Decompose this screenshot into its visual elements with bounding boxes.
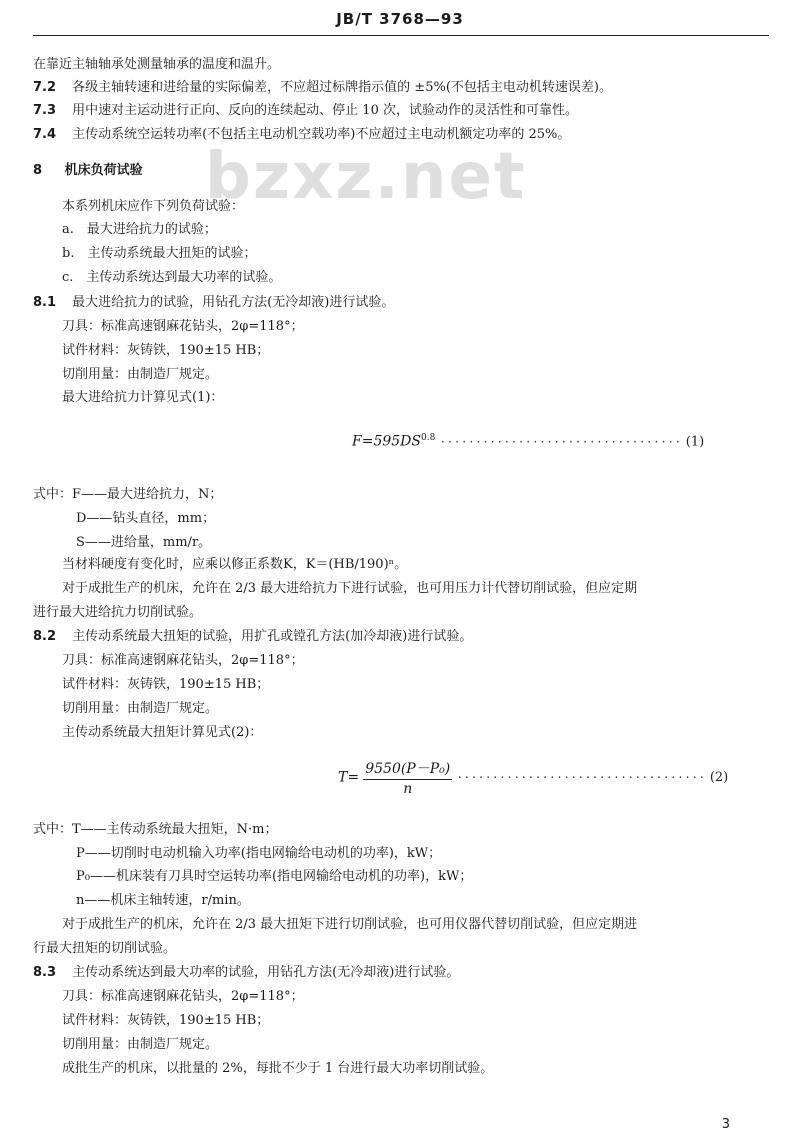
text-line: 式中：F——最大进给抗力，N； bbox=[33, 487, 223, 502]
text-line: 刀具：标准高速钢麻花钻头，2φ=118°； bbox=[62, 319, 304, 334]
text-line: P——切削时电动机输入功率(指电网输给电动机的功率)，kW； bbox=[76, 846, 442, 861]
clause-number: 8.2 bbox=[33, 629, 57, 644]
formula-lhs: T= bbox=[338, 769, 360, 786]
fraction-denominator: n bbox=[403, 781, 413, 797]
list-item: b. 主传动系统最大扭矩的试验； bbox=[62, 246, 257, 261]
text-line: 试件材料：灰铸铁，190±15 HB； bbox=[62, 677, 270, 692]
text-line: 切削用量：由制造厂规定。 bbox=[62, 367, 219, 382]
clause-7-4 bbox=[33, 127, 570, 143]
text-line: 行最大扭矩的切削试验。 bbox=[33, 941, 177, 956]
clause-number: 8.3 bbox=[33, 965, 57, 980]
list-item: c. 主传动系统达到最大功率的试验。 bbox=[62, 270, 282, 285]
text-line: 试件材料：灰铸铁，190±15 HB； bbox=[62, 343, 270, 358]
text-line: P₀——机床装有刀具时空运转功率(指电网输给电动机的功率)，kW； bbox=[76, 869, 473, 884]
clause-text: 主传动系统达到最大功率的试验，用钻孔方法(无冷却液)进行试验。 bbox=[72, 965, 460, 980]
clause-text: 主传动系统空运转功率(不包括主电动机空载功率)不应超过主电动机额定功率的 25%。 bbox=[72, 127, 571, 142]
clause-8-1 bbox=[33, 295, 394, 311]
text-line: 刀具：标准高速钢麻花钻头，2φ=118°； bbox=[62, 653, 304, 668]
formula-number: (1) bbox=[685, 434, 705, 450]
watermark: bzxz.net bbox=[205, 140, 527, 214]
text-line: 在靠近主轴轴承处测量轴承的温度和温升。 bbox=[33, 57, 281, 72]
text-line: 对于成批生产的机床，允许在 2/3 最大扭矩下进行切削试验，也可用仪器代替切削试验，但应定期进 bbox=[62, 917, 638, 932]
text-line: 当材料硬度有变化时，应乘以修正系数K，K＝(HB/190)ⁿ。 bbox=[62, 557, 408, 572]
text-line: 刀具：标准高速钢麻花钻头，2φ=118°； bbox=[62, 989, 304, 1004]
formula-number: (2) bbox=[709, 770, 729, 785]
text-line: 切削用量：由制造厂规定。 bbox=[62, 701, 219, 716]
section-title: 机床负荷试验 bbox=[64, 163, 143, 178]
standard-number-header: JB/T 3768—93 bbox=[336, 10, 464, 28]
clause-text: 最大进给抗力的试验，用钻孔方法(无冷却液)进行试验。 bbox=[72, 295, 395, 310]
formula-exponent: 0.8 bbox=[420, 433, 436, 443]
text-line: 最大进给抗力计算见式(1)： bbox=[62, 390, 224, 405]
clause-text: 用中速对主运动进行正向、反向的连续起动、停止 10 次，试验动作的灵活性和可靠性。 bbox=[72, 103, 578, 118]
leader-dots: ··································· bbox=[456, 771, 706, 784]
clause-8-2 bbox=[33, 629, 472, 645]
fraction-numerator: 9550(P－P₀) bbox=[363, 758, 452, 780]
leader-dots: ·································· bbox=[439, 435, 682, 449]
clause-number: 8.1 bbox=[33, 295, 57, 310]
text-line: 本系列机床应作下列负荷试验： bbox=[62, 199, 245, 214]
text-line: 式中：T——主传动系统最大扭矩，N·m； bbox=[33, 822, 278, 837]
text-line: 成批生产的机床，以批量的 2%，每批不少于 1 台进行最大功率切削试验。 bbox=[62, 1061, 494, 1076]
text-line: 对于成批生产的机床，允许在 2/3 最大进给抗力下进行试验，也可用压力计代替切削试验，但应定期 bbox=[62, 581, 638, 596]
list-item: a. 最大进给抗力的试验； bbox=[62, 222, 217, 237]
clause-text: 主传动系统最大扭矩的试验，用扩孔或镗孔方法(加冷却液)进行试验。 bbox=[72, 629, 473, 644]
section-8-heading bbox=[33, 163, 143, 179]
clause-number: 7.2 bbox=[33, 80, 57, 95]
text-line: S——进给量，mm/r。 bbox=[76, 535, 212, 550]
text-line: n——机床主轴转速，r/min。 bbox=[76, 893, 250, 908]
text-line: 切削用量：由制造厂规定。 bbox=[62, 1037, 219, 1052]
text-line: 进行最大进给抗力切削试验。 bbox=[33, 605, 203, 620]
text-line: 主传动系统最大扭矩计算见式(2)： bbox=[62, 725, 263, 740]
formula-2 bbox=[338, 758, 728, 797]
clause-7-2 bbox=[33, 80, 612, 96]
section-number: 8 bbox=[33, 163, 43, 178]
text-line: D——钻头直径，mm； bbox=[76, 511, 216, 526]
formula-expression: F=595DS bbox=[352, 433, 421, 450]
formula-fraction bbox=[363, 758, 452, 797]
clause-7-3 bbox=[33, 103, 578, 119]
header-rule bbox=[33, 35, 769, 36]
clause-text: 各级主轴转速和进给量的实际偏差，不应超过标牌指示值的 ±5%(不包括主电动机转速误差)。 bbox=[72, 80, 612, 95]
clause-8-3 bbox=[33, 965, 459, 981]
formula-1 bbox=[352, 433, 704, 449]
text-line: 试件材料：灰铸铁，190±15 HB； bbox=[62, 1013, 270, 1028]
clause-number: 7.4 bbox=[33, 127, 57, 142]
clause-number: 7.3 bbox=[33, 103, 57, 118]
page-number: 3 bbox=[721, 1117, 730, 1132]
